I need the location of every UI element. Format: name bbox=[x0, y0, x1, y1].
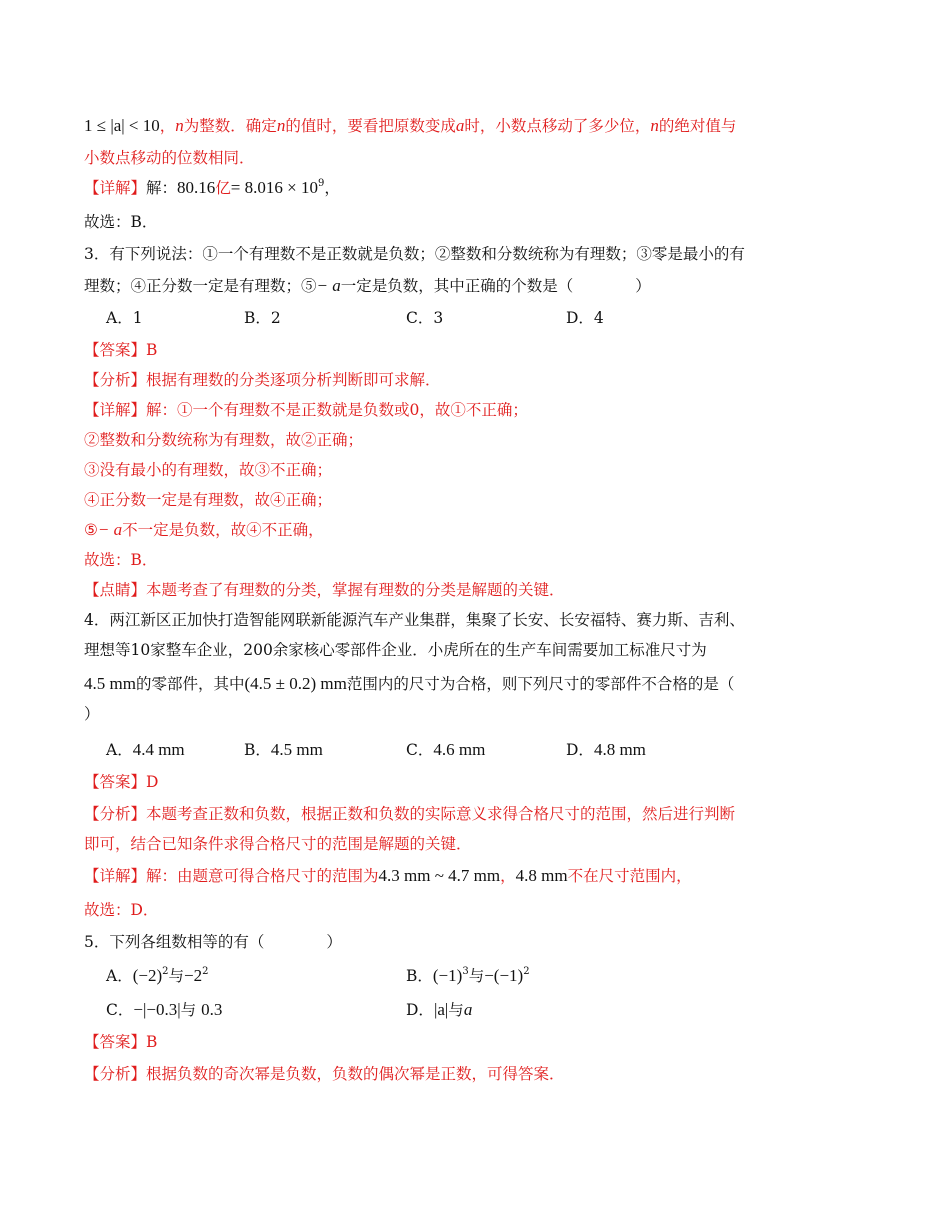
q3-detail-5: ⑤− a不一定是负数，故④不正确， bbox=[84, 520, 324, 539]
q4-option-c: C．4.6 mm bbox=[406, 740, 486, 759]
q2-choose: 故选：B． bbox=[84, 213, 158, 231]
q5-answer: 【答案】B bbox=[84, 1033, 158, 1051]
q3-detail-4: ④正分数一定是有理数，故④正确； bbox=[84, 491, 333, 509]
q4-stem-line2: 理想等10家整车企业，200余家核心零部件企业．小虎所在的生产车间需要加工标准尺寸为 bbox=[84, 641, 707, 659]
inequality-math: 1 ≤ |a| < 10 bbox=[84, 116, 160, 135]
q5-option-c: C．−|−0.3|与 0.3 bbox=[106, 1000, 223, 1019]
q4-option-d: D．4.8 mm bbox=[566, 740, 646, 759]
q2-explanation-line2: 小数点移动的位数相同． bbox=[84, 149, 255, 167]
q4-stem-line3: 4.5 mm的零部件，其中(4.5 ± 0.2) mm范围内的尺寸为合格，则下列尺寸的零部件不合格的是（ bbox=[84, 674, 735, 693]
q3-option-a: A．1 bbox=[106, 309, 143, 327]
q3-choose: 故选：B． bbox=[84, 551, 158, 569]
q4-option-b: B．4.5 mm bbox=[244, 740, 323, 759]
q3-detail-1: 【详解】解：①一个有理数不是正数就是负数或0，故①不正确； bbox=[84, 401, 528, 419]
q5-option-b: B．$(-1)^3$与$-(-1)^2$ bbox=[406, 966, 530, 985]
q3-comment: 【点睛】本题考查了有理数的分类，掌握有理数的分类是解题的关键． bbox=[84, 581, 565, 599]
q4-choose: 故选：D． bbox=[84, 901, 159, 919]
q3-detail-2: ②整数和分数统称为有理数，故②正确； bbox=[84, 431, 364, 449]
q4-analysis-line2: 即可，结合已知条件求得合格尺寸的范围是解题的关键． bbox=[84, 835, 472, 853]
q3-option-c: C．3 bbox=[406, 309, 444, 327]
q4-stem-line4: ） bbox=[84, 705, 100, 723]
q3-detail-3: ③没有最小的有理数，故③不正确； bbox=[84, 461, 333, 479]
q2-explanation-line1: 1 ≤ |a| < 10，n为整数．确定n的值时，要看把原数变成a时，小数点移动了多少位，n的绝对值与 bbox=[84, 116, 737, 135]
q3-stem-line2: 理数；④正分数一定是有理数；⑤− a一定是负数，其中正确的个数是（ ） bbox=[84, 276, 651, 295]
q5-option-d: D．|a|与a bbox=[406, 1000, 473, 1019]
q3-analysis: 【分析】根据有理数的分类逐项分析判断即可求解． bbox=[84, 371, 441, 389]
q4-option-a: A．4.4 mm bbox=[106, 740, 185, 759]
q3-option-b: B．2 bbox=[244, 309, 281, 327]
q4-stem-line1: 4．两江新区正加快打造智能网联新能源汽车产业集群，集聚了长安、长安福特、赛力斯、吉利、 bbox=[84, 611, 745, 629]
q2-detail: 【详解】解：80.16亿= $8.016 \times 10^9$， bbox=[84, 178, 340, 197]
q3-stem-line1: 3．有下列说法：①一个有理数不是正数就是负数；②整数和分数统称为有理数；③零是最小的有 bbox=[84, 245, 745, 263]
q4-answer: 【答案】D bbox=[84, 773, 159, 791]
q5-option-a: A．$(-2)^2$与$-2^2$ bbox=[106, 966, 209, 985]
q3-answer: 【答案】B bbox=[84, 341, 158, 359]
q3-option-d: D．4 bbox=[566, 309, 604, 327]
q5-stem: 5．下列各组数相等的有（ ） bbox=[84, 933, 342, 951]
q4-analysis-line1: 【分析】本题考查正数和负数，根据正数和负数的实际意义求得合格尺寸的范围，然后进行判断 bbox=[84, 805, 736, 823]
q4-detail: 【详解】解：由题意可得合格尺寸的范围为4.3 mm ~ 4.7 mm，4.8 mm不在尺寸范围内， bbox=[84, 866, 692, 885]
q5-analysis: 【分析】根据负数的奇次幂是负数，负数的偶次幂是正数，可得答案． bbox=[84, 1065, 565, 1083]
